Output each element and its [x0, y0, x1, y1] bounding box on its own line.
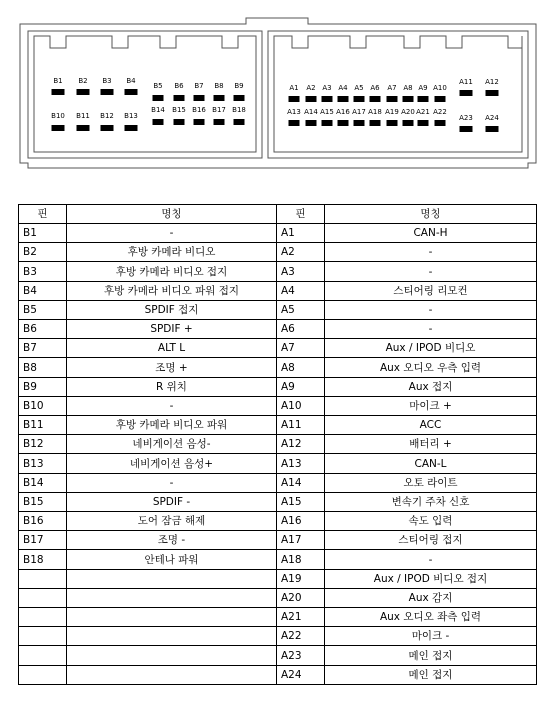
table-row [19, 300, 537, 319]
pin-label: B2 [78, 77, 88, 85]
cell-pin-b: B13 [19, 454, 67, 473]
cell-pin-a: A16 [277, 512, 325, 531]
cell-name-b: 후방 카메라 비디오 파워 [67, 416, 277, 435]
pin-terminal [306, 96, 317, 102]
header-name-b: 명칭 [67, 205, 277, 224]
pin-terminal [77, 89, 90, 95]
pin-label: B3 [102, 77, 112, 85]
pin-label: B18 [232, 106, 246, 114]
cell-pin-b: B12 [19, 435, 67, 454]
connector-block-a-inner [274, 36, 522, 152]
pin-terminal [289, 120, 300, 126]
pin-terminal [306, 120, 317, 126]
cell-name-a: Aux 접지 [325, 377, 537, 396]
cell-pin-b: B4 [19, 281, 67, 300]
pin-terminal [289, 96, 300, 102]
cell-pin-a: A19 [277, 569, 325, 588]
cell-pin-a: A8 [277, 358, 325, 377]
table-row [19, 281, 537, 300]
pin-terminal [234, 119, 245, 125]
cell-pin-a: A17 [277, 531, 325, 550]
pin-terminal [194, 95, 205, 101]
cell-name-b [67, 646, 277, 665]
pin-label: B10 [51, 112, 65, 120]
table-row [19, 569, 537, 588]
table-row [19, 588, 537, 607]
cell-pin-a: A24 [277, 665, 325, 684]
header-pin-a: 핀 [277, 205, 325, 224]
cell-pin-b: B7 [19, 339, 67, 358]
cell-name-b [67, 665, 277, 684]
pin-label: A2 [306, 84, 316, 92]
pin-label: A6 [370, 84, 380, 92]
pin-terminal [354, 96, 365, 102]
pin-label: B15 [172, 106, 186, 114]
table-row [19, 608, 537, 627]
cell-pin-b [19, 665, 67, 684]
cell-name-a: Aux 감지 [325, 588, 537, 607]
cell-pin-b: B15 [19, 492, 67, 511]
pin-table-body [19, 224, 537, 685]
cell-pin-a: A5 [277, 300, 325, 319]
cell-pin-a: A3 [277, 262, 325, 281]
cell-name-b: - [67, 396, 277, 415]
pin-label: B17 [212, 106, 226, 114]
pin-label: A22 [433, 108, 447, 116]
cell-name-b: 후방 카메라 비디오 파워 접지 [67, 281, 277, 300]
cell-name-b: 후방 카메라 비디오 접지 [67, 262, 277, 281]
pin-label: A7 [387, 84, 397, 92]
pin-label: A1 [289, 84, 299, 92]
pin-table [18, 204, 537, 685]
table-row [19, 358, 537, 377]
cell-name-a: CAN-L [325, 454, 537, 473]
cell-pin-b [19, 646, 67, 665]
pins-b-group [51, 77, 246, 131]
header-name-a: 명칭 [325, 205, 537, 224]
cell-name-a: 메인 접지 [325, 665, 537, 684]
cell-name-a: ACC [325, 416, 537, 435]
pins-a-group [287, 78, 499, 132]
pin-terminal [174, 95, 185, 101]
cell-name-b: 조명 - [67, 531, 277, 550]
pin-terminal [101, 125, 114, 131]
table-row [19, 396, 537, 415]
table-row [19, 473, 537, 492]
pin-label: B11 [76, 112, 90, 120]
pin-label: A14 [304, 108, 318, 116]
cell-pin-b [19, 569, 67, 588]
cell-name-b [67, 627, 277, 646]
pin-terminal [322, 120, 333, 126]
cell-pin-b: B6 [19, 320, 67, 339]
pin-label: B9 [234, 82, 244, 90]
cell-pin-b: B8 [19, 358, 67, 377]
cell-name-b: - [67, 224, 277, 243]
cell-pin-a: A2 [277, 243, 325, 262]
cell-pin-b: B18 [19, 550, 67, 569]
pin-label: A15 [320, 108, 334, 116]
pin-terminal [486, 90, 499, 96]
pin-label: A18 [368, 108, 382, 116]
pin-label: A19 [385, 108, 399, 116]
pin-terminal [52, 89, 65, 95]
pin-label: A11 [459, 78, 473, 86]
pin-terminal [418, 120, 429, 126]
pin-label: A16 [336, 108, 350, 116]
table-row [19, 435, 537, 454]
pin-terminal [338, 96, 349, 102]
pin-terminal [322, 96, 333, 102]
cell-pin-a: A15 [277, 492, 325, 511]
cell-pin-a: A6 [277, 320, 325, 339]
cell-name-a: Aux 오디오 우측 입력 [325, 358, 537, 377]
pin-terminal [234, 95, 245, 101]
cell-name-a: 배터리 + [325, 435, 537, 454]
cell-pin-a: A10 [277, 396, 325, 415]
cell-name-b: 후방 카메라 비디오 [67, 243, 277, 262]
cell-name-b: 조명 + [67, 358, 277, 377]
pin-terminal [418, 96, 429, 102]
cell-name-a: 마이크 - [325, 627, 537, 646]
pin-label: A17 [352, 108, 366, 116]
connector-housing [20, 18, 536, 168]
cell-name-b: ALT L [67, 339, 277, 358]
cell-name-b: 안테나 파워 [67, 550, 277, 569]
cell-name-a: 메인 접지 [325, 646, 537, 665]
pin-label: B1 [53, 77, 63, 85]
cell-pin-b: B3 [19, 262, 67, 281]
pin-terminal [387, 96, 398, 102]
pin-terminal [194, 119, 205, 125]
cell-name-b [67, 588, 277, 607]
table-row [19, 243, 537, 262]
connector-block-b-inner [34, 36, 256, 152]
pin-label: A20 [401, 108, 415, 116]
table-row [19, 646, 537, 665]
pin-terminal [101, 89, 114, 95]
header-pin-b: 핀 [19, 205, 67, 224]
pin-terminal [370, 96, 381, 102]
cell-name-a: Aux / IPOD 비디오 접지 [325, 569, 537, 588]
cell-name-a: 변속기 주차 신호 [325, 492, 537, 511]
cell-name-a: - [325, 320, 537, 339]
cell-name-b: 네비게이션 음성- [67, 435, 277, 454]
cell-pin-a: A20 [277, 588, 325, 607]
cell-name-b [67, 569, 277, 588]
cell-name-b: 도어 잠금 해제 [67, 512, 277, 531]
cell-pin-a: A4 [277, 281, 325, 300]
pin-label: A5 [354, 84, 364, 92]
table-row [19, 665, 537, 684]
cell-name-b: SPDIF + [67, 320, 277, 339]
pin-terminal [338, 120, 349, 126]
cell-pin-b [19, 588, 67, 607]
cell-name-b: SPDIF - [67, 492, 277, 511]
cell-pin-b: B5 [19, 300, 67, 319]
cell-name-a: 오토 라이트 [325, 473, 537, 492]
pin-label: A12 [485, 78, 499, 86]
cell-pin-a: A23 [277, 646, 325, 665]
cell-pin-a: A14 [277, 473, 325, 492]
cell-pin-b: B14 [19, 473, 67, 492]
pin-terminal [435, 96, 446, 102]
cell-pin-b: B1 [19, 224, 67, 243]
cell-pin-a: A13 [277, 454, 325, 473]
table-row [19, 320, 537, 339]
table-row [19, 550, 537, 569]
pin-terminal [486, 126, 499, 132]
pin-label: A4 [338, 84, 348, 92]
cell-name-a: - [325, 262, 537, 281]
cell-pin-a: A18 [277, 550, 325, 569]
cell-name-a: 속도 입력 [325, 512, 537, 531]
pin-terminal [403, 96, 414, 102]
pin-terminal [403, 120, 414, 126]
cell-pin-b: B9 [19, 377, 67, 396]
cell-pin-b: B11 [19, 416, 67, 435]
cell-name-a: 마이크 + [325, 396, 537, 415]
pin-label: A3 [322, 84, 332, 92]
cell-name-b: - [67, 473, 277, 492]
pin-terminal [52, 125, 65, 131]
cell-pin-b: B2 [19, 243, 67, 262]
table-header-row [19, 205, 537, 224]
pin-label: A23 [459, 114, 473, 122]
pin-terminal [77, 125, 90, 131]
pin-terminal [125, 89, 138, 95]
cell-pin-b: B17 [19, 531, 67, 550]
pin-label: B16 [192, 106, 206, 114]
cell-pin-b: B10 [19, 396, 67, 415]
cell-name-a: Aux 오디오 좌측 입력 [325, 608, 537, 627]
cell-pin-a: A11 [277, 416, 325, 435]
table-row [19, 512, 537, 531]
pin-terminal [153, 95, 164, 101]
pin-label: A10 [433, 84, 447, 92]
table-row [19, 492, 537, 511]
pin-terminal [460, 90, 473, 96]
table-row [19, 531, 537, 550]
cell-pin-b: B16 [19, 512, 67, 531]
pin-terminal [435, 120, 446, 126]
cell-pin-a: A21 [277, 608, 325, 627]
pin-terminal [460, 126, 473, 132]
pin-terminal [214, 95, 225, 101]
pin-label: B13 [124, 112, 138, 120]
table-row [19, 339, 537, 358]
pin-label: A9 [418, 84, 428, 92]
table-row [19, 224, 537, 243]
pin-label: B5 [153, 82, 163, 90]
pin-label: A13 [287, 108, 301, 116]
connector-diagram [0, 0, 554, 190]
pin-terminal [153, 119, 164, 125]
cell-name-a: - [325, 243, 537, 262]
table-row [19, 454, 537, 473]
pin-label: B14 [151, 106, 165, 114]
cell-name-a: 스티어링 접지 [325, 531, 537, 550]
pin-label: B12 [100, 112, 114, 120]
cell-name-a: - [325, 300, 537, 319]
cell-name-a: Aux / IPOD 비디오 [325, 339, 537, 358]
pin-label: A24 [485, 114, 499, 122]
table-row [19, 416, 537, 435]
cell-name-b: SPDIF 접지 [67, 300, 277, 319]
cell-name-a: CAN-H [325, 224, 537, 243]
pin-terminal [354, 120, 365, 126]
pin-terminal [387, 120, 398, 126]
cell-name-b: 네비게이션 음성+ [67, 454, 277, 473]
pin-label: B7 [194, 82, 204, 90]
pin-label: A21 [416, 108, 430, 116]
table-row [19, 377, 537, 396]
pin-terminal [125, 125, 138, 131]
pin-terminal [174, 119, 185, 125]
cell-pin-a: A1 [277, 224, 325, 243]
pin-label: B6 [174, 82, 184, 90]
pin-label: B8 [214, 82, 224, 90]
table-row [19, 262, 537, 281]
pin-terminal [370, 120, 381, 126]
cell-pin-a: A7 [277, 339, 325, 358]
pin-label: B4 [126, 77, 136, 85]
cell-pin-b [19, 627, 67, 646]
cell-name-b [67, 608, 277, 627]
cell-name-a: - [325, 550, 537, 569]
cell-pin-a: A22 [277, 627, 325, 646]
cell-pin-b [19, 608, 67, 627]
table-row [19, 627, 537, 646]
pin-label: A8 [403, 84, 413, 92]
cell-pin-a: A12 [277, 435, 325, 454]
cell-name-a: 스티어링 리모컨 [325, 281, 537, 300]
cell-name-b: R 위치 [67, 377, 277, 396]
cell-pin-a: A9 [277, 377, 325, 396]
pin-terminal [214, 119, 225, 125]
